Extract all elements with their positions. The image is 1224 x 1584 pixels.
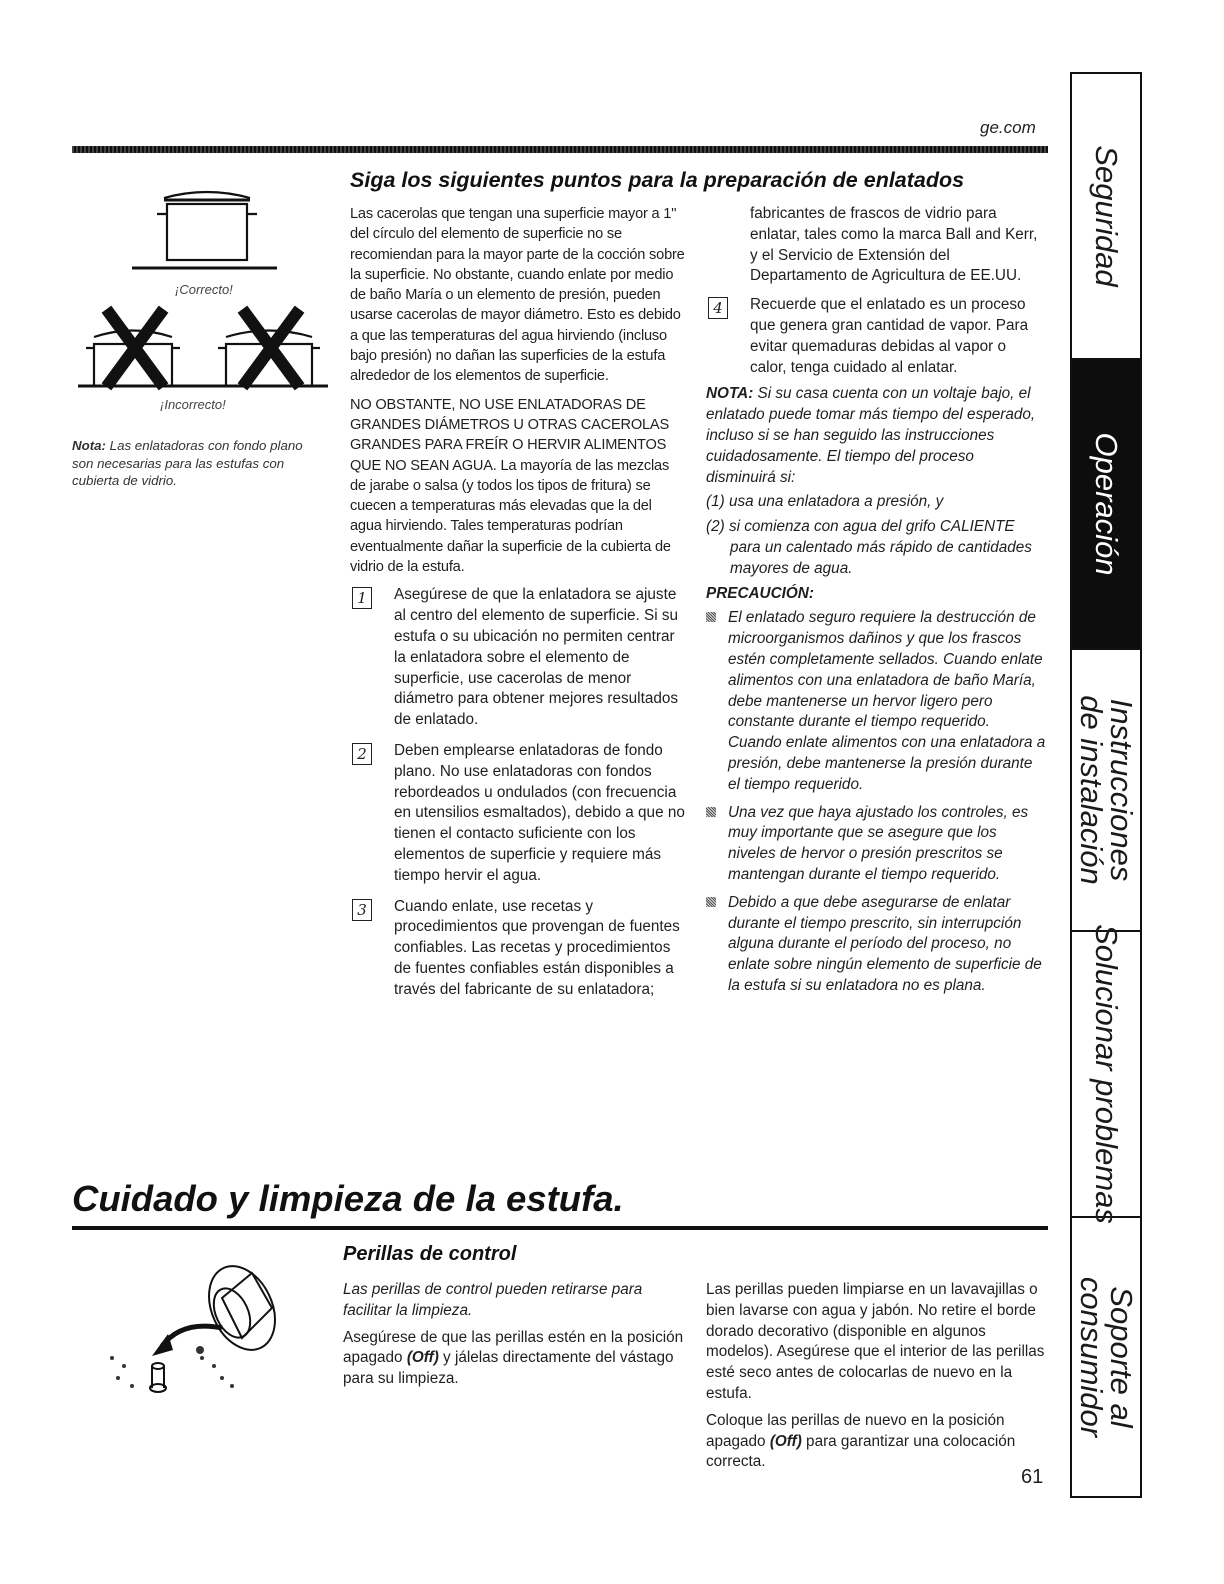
knob-right-column [706, 1280, 1051, 1473]
bullet-icon [706, 807, 716, 817]
item-number-badge: 4 [708, 297, 728, 319]
tab-label [1074, 695, 1139, 885]
tab-seguridad[interactable] [1072, 74, 1140, 360]
note-text: Las enlatadoras con fondo plano son necesarias para las estufas con cubierta de vidrio. [72, 438, 303, 488]
item-text: Deben emplearse enlatadoras de fondo plano. No use enlatadoras con fondos rebordeados u ondulados (con frecuencia en utensilios esmaltados), debido a que no tienen el contacto suficiente con los elementos de superficie y requiere más tiempo hervir el agua. [394, 741, 685, 884]
tab-label-line-2: de instalación [1074, 695, 1109, 885]
item-text: Asegúrese de que la enlatadora se ajuste al centro del elemento de superficie. Si su estufa o su ubicación no permiten centrar la enlatadora sobre el elemento de superficie, use cacerolas de menor diámetro para obtener mejores resultados de enlatado. [394, 586, 679, 729]
control-knobs-subtitle: Perillas de control [343, 1243, 517, 1265]
tab-label: Operación [1089, 432, 1124, 576]
canning-paragraph-1: Las cacerolas que tengan una superficie mayor a 1" del círculo del elemento de superficie no se recomiendan para la mayor parte de la cocción sobre la superficie. No obstante, cuando enlate por medio de baño María o un elemento de presión, pueden usarse cacerolas de mayor diámetro. Esto es debido a que las temperaturas del agua hirviendo (incluso bajo presión) no dañan las superficies de la estufa alrededor de los elementos de superficie. [350, 206, 685, 385]
canning-left-column [350, 204, 685, 1000]
canning-right-column [706, 204, 1046, 997]
knob-replace-text [706, 1411, 1051, 1473]
knob-text-2: y jálelas directamente del vástago para su limpieza. [343, 1349, 674, 1388]
continued-text: fabricantes de frascos de vidrio para enlatar, tales como la marca Ball and Kerr, y el Servicio de Extensión del Departamento de Agricultura de EE.UU. [750, 205, 1038, 285]
bullet-text: El enlatado seguro requiere la destrucción de microorganismos dañinos y que los frascos estén completamente sellados. Cuando enlate alimentos con una enlatadora de baño María, debe mantenerse un hervor ligero pero constante durante el tiempo requerido. Cuando enlate alimentos con una enlatadora a presión, debe mantenerse la presión durante el tiempo requerido. [728, 609, 1046, 793]
correct-label: ¡Correcto! [175, 282, 233, 297]
canning-paragraph-2: NO OBSTANTE, NO USE ENLATADORAS DE GRANDES DIÁMETROS U OTRAS CACEROLAS GRANDES PARA FREÍR O HERVIR ALIMENTOS QUE NO SEAN AGUA. La mayoría de las mezclas de jarabe o salsa (y todos los tipos de fritura) se cuecen a temperaturas más elevadas que la del agua hirviendo. Tales temperaturas podrían eventualmente dañar la superficie de la cubierta de vidrio de la estufa. [350, 396, 671, 576]
tab-label: Solucionar problemas [1089, 924, 1124, 1224]
canning-section-title: Siga los siguientes puntos para la preparación de enlatados [350, 168, 965, 192]
off-label: (Off) [769, 1432, 802, 1450]
tab-soporte[interactable] [1072, 1218, 1140, 1496]
numbered-item-4 [706, 295, 1046, 378]
tab-label-line-1: Soporte al [1104, 1286, 1139, 1428]
knob-cleaning-text: Las perillas pueden limpiarse en un lavavajillas o bien lavarse con agua y jabón. No retire el borde dorado decorativo (disponible en algunos modelos). Asegúrese que el interior de las perillas esté seco antes de colocarlas de nuevo en la estufa. [706, 1281, 1045, 1402]
tab-label-line-1: Instrucciones [1104, 698, 1139, 882]
tab-operacion[interactable] [1072, 360, 1140, 650]
nota-label: NOTA: [706, 385, 754, 403]
tab-label: Seguridad [1089, 145, 1124, 287]
knob-left-column [343, 1280, 688, 1390]
caution-bullet-1 [706, 608, 1046, 795]
caution-bullet-3 [706, 893, 1046, 997]
figure-note [72, 437, 318, 490]
site-url: ge.com [980, 118, 1036, 137]
item-number-badge: 2 [352, 743, 372, 765]
knob-removal-figure [72, 1238, 332, 1418]
tab-label-line-2: consumidor [1074, 1276, 1109, 1438]
bullet-icon [706, 897, 716, 907]
tab-label [1074, 1276, 1139, 1438]
tab-instalacion[interactable] [1072, 650, 1140, 932]
item-number-badge: 3 [352, 899, 372, 921]
tab-solucionar[interactable] [1072, 924, 1140, 1224]
item-number-badge: 1 [352, 587, 372, 609]
note-label: Nota: [72, 438, 106, 453]
bullet-text: Una vez que haya ajustado los controles, es muy importante que se asegure que los niveles de hervor o presión prescritos se mantengan durante el tiempo requerido. [728, 803, 1029, 883]
item-text: Cuando enlate, use recetas y procedimientos que provengan de fuentes confiables. Las recetas y procedimientos de fuentes confiables están disponibles a través del fabricante de su enlatadora; [394, 897, 680, 998]
condition-2: (2) si comienza con agua del grifo CALIENTE para un calentado más rápido de cantidades mayores de agua. [706, 518, 1032, 577]
bullet-icon [706, 612, 716, 622]
incorrect-label: ¡Incorrecto! [160, 397, 226, 412]
nota-text: Si su casa cuenta con un voltaje bajo, el enlatado puede tomar más tiempo del esperado, incluso si se han seguido las instrucciones cuidadosamente. El tiempo del proceso disminuirá si: [706, 385, 1036, 486]
replace-text-2: para garantizar una colocación correcta. [706, 1432, 1016, 1471]
knob-instructions [343, 1328, 688, 1390]
bullet-text: Debido a que debe asegurarse de enlatar durante el tiempo prescrito, sin interrupción alguna durante el período del proceso, no enlate sobre ningún elemento de superficie de la estufa si su enlatadora no es plana. [728, 893, 1042, 994]
numbered-item-3 [350, 897, 685, 1001]
numbered-item-1 [350, 585, 685, 731]
knob-intro: Las perillas de control pueden retirarse para facilitar la limpieza. [343, 1281, 643, 1319]
caution-label: PRECAUCIÓN: [706, 584, 814, 602]
condition-1: (1) usa una enlatadora a presión, y [706, 493, 944, 511]
care-title-rule [72, 1226, 1048, 1230]
off-label: (Off) [406, 1349, 439, 1367]
voltage-note [706, 384, 1046, 488]
item-text: Recuerde que el enlatado es un proceso que genera gran cantidad de vapor. Para evitar quemaduras debidas al vapor o calor, tenga cuidado al enlatar. [750, 296, 1029, 376]
replace-text-1: Coloque las perillas de nuevo en la posición apagado [706, 1411, 1005, 1450]
page-number: 61 [1021, 1466, 1044, 1488]
care-title: Cuidado y limpieza de la estufa. [72, 1178, 624, 1219]
header-rule [72, 146, 1048, 153]
side-tab-bar [1070, 72, 1142, 1498]
numbered-item-2 [350, 741, 685, 887]
knob-text-1: Asegúrese de que las perillas estén en la posición apagado [343, 1328, 684, 1367]
caution-bullet-2 [706, 803, 1046, 886]
